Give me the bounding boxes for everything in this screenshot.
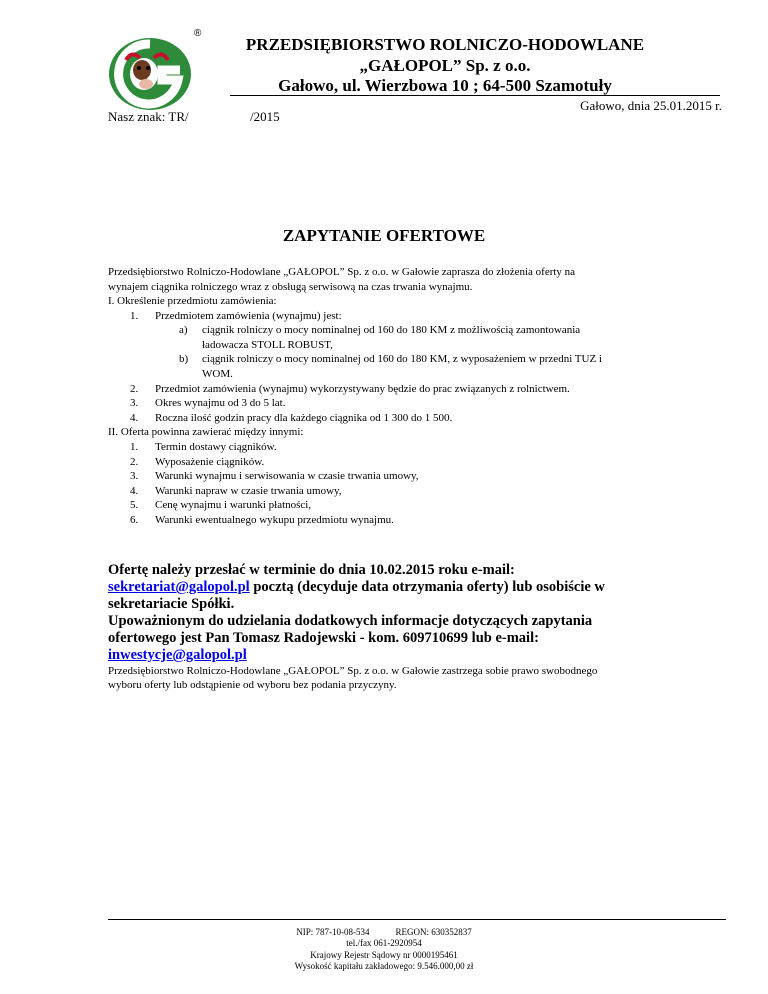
footer-divider [108,919,726,920]
company-address: Gałowo, ul. Wierzbowa 10 ; 64-500 Szamotuły [278,76,612,95]
list-item-text: Przedmiotem zamówienia (wynajmu) jest: [155,310,342,322]
list-item-number: 1. [130,310,139,322]
intro-line-2: wynajem ciągnika rolniczego wraz z obsługą serwisową na czas trwania wynajmu. [108,281,473,293]
list-item-number: 5. [130,499,139,511]
deadline-line-3: sekretariacie Spółki. [108,596,235,612]
list-item-text: Okres wynajmu od 3 do 5 lat. [155,397,286,409]
list-item-number: 3. [130,397,139,409]
header-divider [230,95,720,96]
list-item-number: 4. [130,485,139,497]
sublist-item-number: a) [179,324,188,336]
footer-nip: NIP: 787-10-08-534 [296,927,370,937]
sublist-item-text: ciągnik rolniczy o mocy nominalnej od 160 do 180 KM z możliwością zamontowania [202,324,581,336]
sublist-item-text: WOM. [202,368,233,380]
closing-line-2: wyboru oferty lub odstąpienie od wyboru bez podania przyczyny. [108,679,397,691]
company-name-line2: „GAŁOPOL” Sp. z o.o. [359,56,531,75]
reference-label: Nasz znak: TR/ [108,109,189,124]
contact-line-2: ofertowego jest Pan Tomasz Radojewski - kom. 609710699 lub e-mail: [108,630,539,646]
list-item-text: Cenę wynajmu i warunki płatności, [155,499,312,511]
sekretariat-email-link[interactable]: sekretariat@galopol.pl [108,579,250,595]
list-item-number: 6. [130,514,139,526]
closing-line-1: Przedsiębiorstwo Rolniczo-Hodowlane „GAŁOPOL” Sp. z o.o. w Gałowie zastrzega sobie prawo swobodnego [108,665,598,677]
list-item-text: Przedmiot zamówienia (wynajmu) wykorzystywany będzie do prac związanych z rolnictwem. [155,383,570,395]
inwestycje-email-link[interactable]: inwestycje@galopol.pl [108,647,247,663]
list-item-number: 2. [130,383,139,395]
list-item-number: 1. [130,441,139,453]
intro-line-1: Przedsiębiorstwo Rolniczo-Hodowlane „GAŁOPOL” Sp. z o.o. w Gałowie zaprasza do złożenia oferty na [108,266,576,278]
document-title: ZAPYTANIE OFERTOWE [282,226,486,245]
list-item-number: 2. [130,456,139,468]
footer-capital: Wysokość kapitału zakładowego: 9.546.000,00 zł [294,961,474,971]
list-item-text: Termin dostawy ciągników. [155,441,277,453]
list-item-number: 4. [130,412,139,424]
sublist-item-text: ładowacza STOLL ROBUST, [202,339,333,351]
contact-email-line [108,647,708,664]
list-item-number: 3. [130,470,139,482]
company-logo [106,30,204,112]
list-item-text: Warunki wynajmu i serwisowania w czasie trwania umowy, [155,470,419,482]
list-item-text: Warunki ewentualnego wykupu przedmiotu wynajmu. [155,514,394,526]
footer-krs: Krajowy Rejestr Sądowy nr 0000195461 [310,950,458,960]
list-item-text: Warunki napraw w czasie trwania umowy, [155,485,342,497]
footer-regon: REGON: 630352837 [395,927,472,937]
list-item-text: Wyposażenie ciągników. [155,456,265,468]
sublist-item-number: b) [179,353,189,365]
sublist-item-text: ciągnik rolniczy o mocy nominalnej od 160 do 180 KM, z wyposażeniem w przedni TUZ i [202,353,602,365]
company-name-line1: PRZEDSIĘBIORSTWO ROLNICZO-HODOWLANE [245,35,645,54]
reference-year: /2015 [250,109,280,124]
deadline-line-2: sekretariat@galopol.pl pocztą (decyduje data otrzymania oferty) lub osobiście w [108,579,605,595]
list-item-text: Roczna ilość godzin pracy dla każdego ciągnika od 1 300 do 1 500. [155,412,453,424]
footer-ids [0,927,768,938]
section1-heading: I. Określenie przedmiotu zamówienia: [108,295,277,307]
registered-mark: ® [194,28,202,39]
contact-line-1: Upoważnionym do udzielania dodatkowych informacje dotyczących zapytania [108,613,593,629]
place-date: Gałowo, dnia 25.01.2015 r. [580,98,722,113]
section2-heading: II. Oferta powinna zawierać między innymi: [108,426,304,438]
footer-tel: tel./fax 061-2920954 [346,938,422,948]
deadline-line-1: Ofertę należy przesłać w terminie do dnia 10.02.2015 roku e-mail: [108,562,515,578]
